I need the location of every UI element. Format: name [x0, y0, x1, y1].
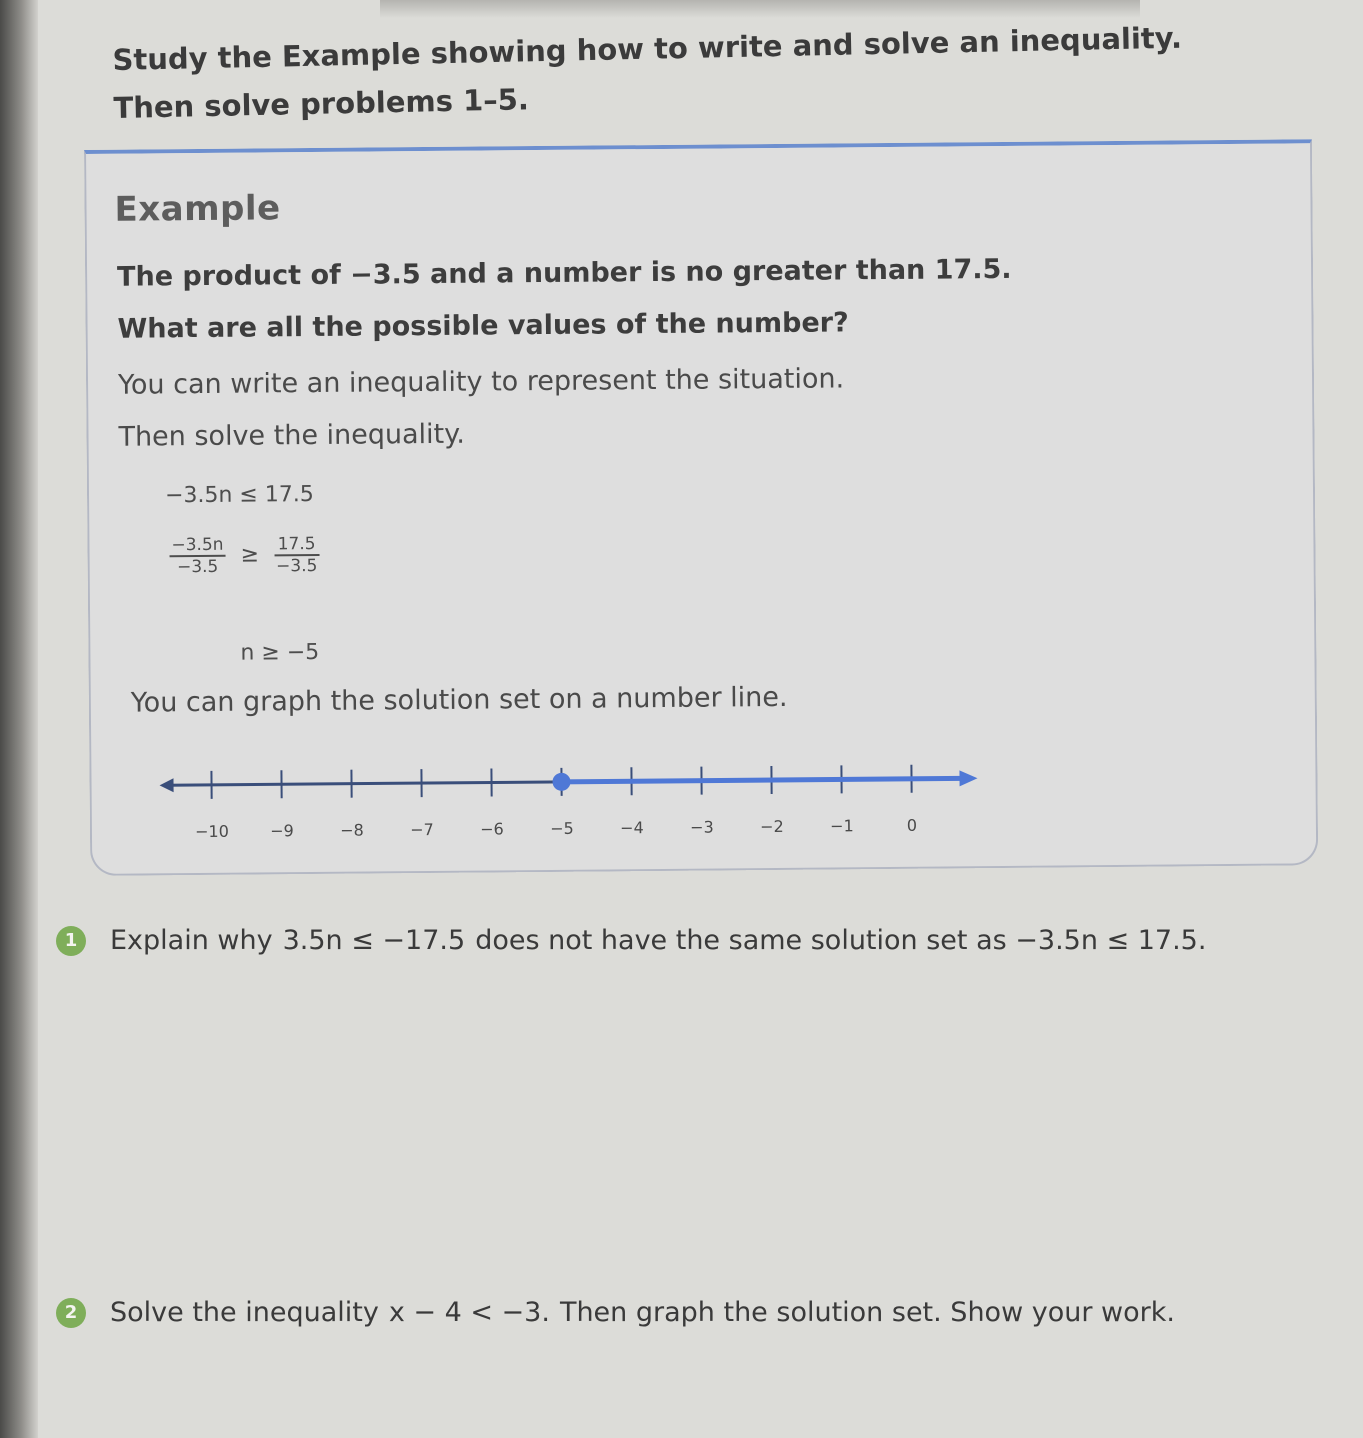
solution-step-2 — [169, 534, 319, 577]
example-problem-line-1: The product of −3.5 and a number is no greater than 17.5. — [116, 253, 1012, 293]
question-1-inequality: 3.5n ≤ −17.5 — [282, 925, 466, 956]
example-box — [84, 139, 1318, 876]
instructions — [112, 13, 1214, 132]
question-2-text-after: Then graph the solution set. Show your work. — [559, 1297, 1175, 1328]
left-arrow-icon — [159, 778, 173, 792]
question-2-text-before: Solve the inequality — [110, 1297, 379, 1328]
number-line-tick-label: −3 — [690, 817, 714, 837]
question-1 — [56, 924, 1206, 956]
question-1-text-before: Explain why — [110, 925, 273, 956]
fraction-right-denominator: −3.5 — [276, 555, 318, 577]
example-problem-line-2: What are all the possible values of the number? — [117, 307, 849, 345]
solution-step-1: −3.5n ≤ 17.5 — [164, 482, 314, 509]
fraction-left-denominator: −3.5 — [176, 556, 219, 578]
number-line-tick-label: −8 — [340, 820, 364, 840]
fraction-right — [274, 534, 320, 576]
fraction-left-numerator: −3.5n — [169, 535, 225, 557]
number-line-tick-label: 0 — [906, 815, 918, 835]
solution-ray — [562, 778, 962, 781]
number-line-tick-label: −10 — [194, 821, 229, 842]
instructions-line-2: Then solve problems 1–5. — [113, 82, 530, 125]
number-line-tick-label: −6 — [480, 819, 504, 839]
relation-symbol: ≥ — [240, 542, 260, 568]
example-explain-line-1: You can write an inequality to represent the situation. — [117, 363, 845, 401]
number-line-tick-label: −5 — [550, 818, 574, 838]
question-number-badge: 1 — [56, 926, 86, 956]
number-line-tick-label: −7 — [410, 819, 434, 840]
instructions-line-1: Study the Example showing how to write and solve an inequality. — [112, 20, 1183, 77]
number-line-tick-label: −1 — [830, 816, 854, 836]
graph-intro: You can graph the solution set on a number line. — [130, 681, 788, 719]
previous-heading-fragment — [380, 0, 1140, 18]
number-line-tick-label: −4 — [620, 818, 644, 838]
example-heading: Example — [114, 188, 281, 230]
right-arrow-icon — [959, 770, 977, 786]
number-line-tick-label: −9 — [270, 821, 294, 841]
number-line-tick-label: −2 — [760, 816, 784, 837]
fraction-right-numerator: 17.5 — [274, 534, 319, 556]
example-explain-line-2: Then solve the inequality. — [118, 418, 466, 453]
question-2 — [56, 1296, 1175, 1328]
solution-step-3: n ≥ −5 — [240, 639, 320, 666]
question-1-text-after: does not have the same solution set as −3.5n ≤ 17.5. — [475, 925, 1207, 956]
question-2-inequality: x − 4 < −3. — [388, 1297, 550, 1328]
number-line — [151, 742, 992, 859]
page-edge-shadow — [0, 0, 38, 1438]
question-number-badge: 2 — [56, 1298, 86, 1328]
fraction-left — [169, 535, 225, 577]
solution-point — [553, 774, 569, 790]
